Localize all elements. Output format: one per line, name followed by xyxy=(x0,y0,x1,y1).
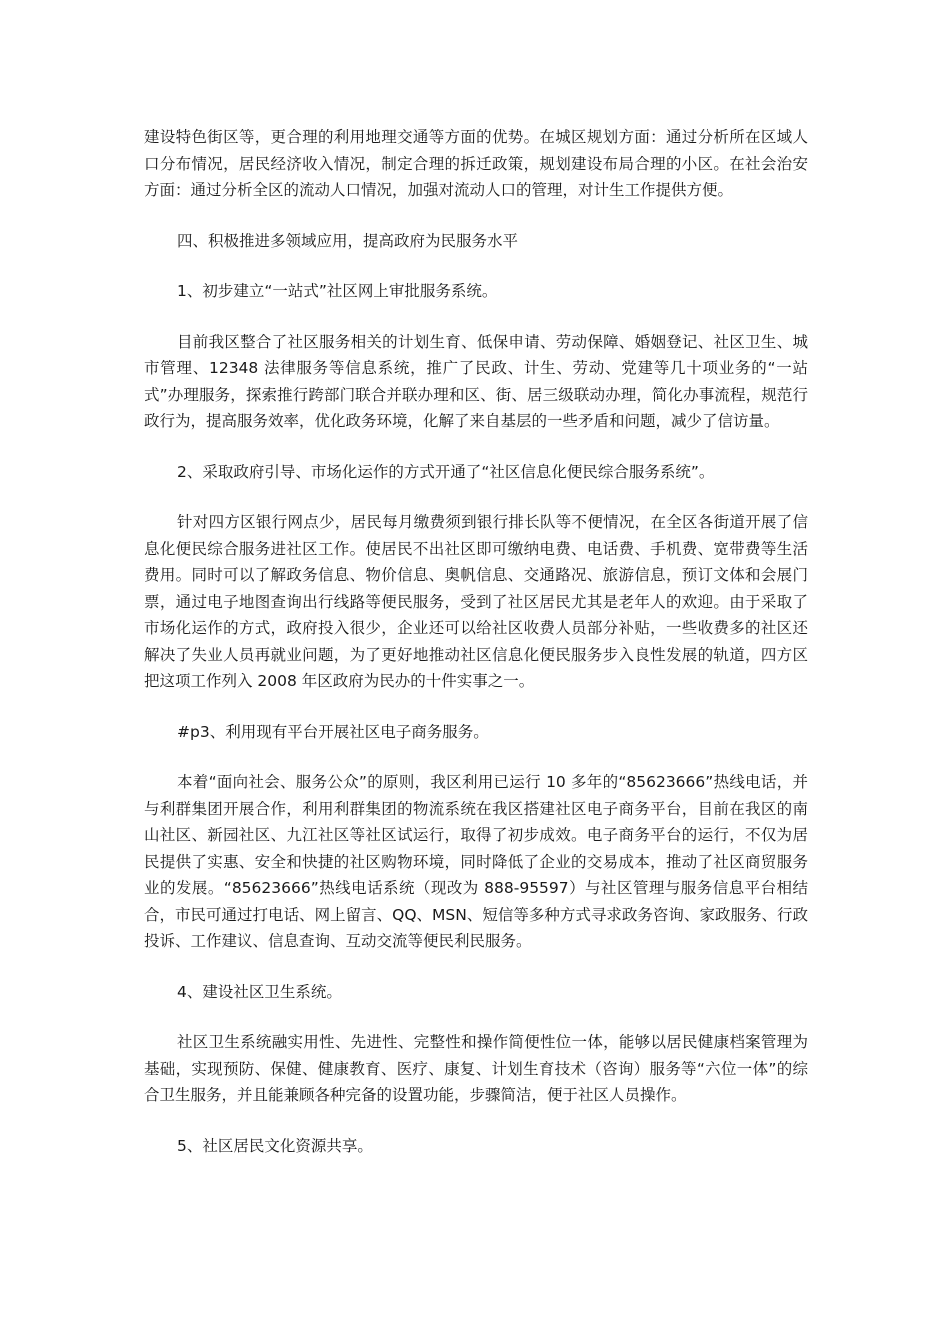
document-page xyxy=(144,124,808,1159)
paragraph-4: 社区卫生系统融实用性、先进性、完整性和操作简便性位一体，能够以居民健康档案管理为基础，实现预防、保健、健康教育、医疗、康复、计划生育技术（咨询）服务等“六位一体”的综合卫生服务，并且能兼顾各种完备的设置功能，步骤简洁，便于社区人员操作。 xyxy=(144,1033,808,1104)
spacer xyxy=(144,955,808,979)
subheading-3: #p3、利用现有平台开展社区电子商务服务。 xyxy=(177,722,489,741)
spacer xyxy=(144,1005,808,1029)
spacer xyxy=(144,485,808,509)
section-heading-4: 四、积极推进多领域应用，提高政府为民服务水平 xyxy=(177,231,519,250)
spacer xyxy=(144,435,808,459)
paragraph-1: 目前我区整合了社区服务相关的计划生育、低保申请、劳动保障、婚姻登记、社区卫生、城市管理、12348 法律服务等信息系统，推广了民政、计生、劳动、党建等几十项业务的“一站式”办理服务，探索推行跨部门联合并联办理和区、街、居三级联动办理，简化办事流程，规范行政行为，提高服务效率，优化政务环境，化解了来自基层的一些矛盾和问题，减少了信访量。 xyxy=(144,332,808,430)
paragraph-3: 本着“面向社会、服务公众”的原则，我区利用已运行 10 多年的“85623666”热线电话，并与利群集团开展合作，利用利群集团的物流系统在我区搭建社区电子商务平台，目前在我区的南山社区、新园社区、九江社区等社区试运行，取得了初步成效。电子商务平台的运行，不仅为居民提供了实惠、安全和快捷的社区购物环境，同时降低了企业的交易成本，推动了社区商贸服务业的发展。“85623666”热线电话系统（现改为 888-95597）与社区管理与服务信息平台相结合，市民可通过打电话、网上留言、QQ、MSN、短信等多种方式寻求政务咨询、家政服务、行政投诉、工作建议、信息查询、互动交流等便民利民服务。 xyxy=(144,773,808,950)
spacer xyxy=(144,695,808,719)
spacer xyxy=(144,745,808,769)
subheading-1: 1、初步建立“一站式”社区网上审批服务系统。 xyxy=(177,282,498,300)
spacer xyxy=(144,254,808,278)
spacer xyxy=(144,204,808,228)
subheading-4: 4、建设社区卫生系统。 xyxy=(177,982,342,1001)
paragraph-intro: 建设特色街区等，更合理的利用地理交通等方面的优势。在城区规划方面：通过分析所在区域人口分布情况，居民经济收入情况，制定合理的拆迁政策，规划建设布局合理的小区。在社会治安方面：通过分析全区的流动人口情况，加强对流动人口的管理，对计生工作提供方便。 xyxy=(144,128,808,199)
spacer xyxy=(144,1109,808,1133)
subheading-5: 5、社区居民文化资源共享。 xyxy=(177,1136,373,1155)
subheading-2: 2、采取政府引导、市场化运作的方式开通了“社区信息化便民综合服务系统”。 xyxy=(177,462,715,481)
paragraph-2: 针对四方区银行网点少，居民每月缴费须到银行排长队等不便情况，在全区各街道开展了信息化便民综合服务进社区工作。使居民不出社区即可缴纳电费、电话费、手机费、宽带费等生活费用。同时可以了解政务信息、物价信息、奥帆信息、交通路况、旅游信息，预订文体和会展门票，通过电子地图查询出行线路等便民服务，受到了社区居民尤其是老年人的欢迎。由于采取了市场化运作的方式，政府投入很少，企业还可以给社区收费人员部分补贴，一些收费多的社区还解决了失业人员再就业问题，为了更好地推动社区信息化便民服务步入良性发展的轨道，四方区把这项工作列入 2008 年区政府为民办的十件实事之一。 xyxy=(144,513,808,690)
spacer xyxy=(144,305,808,329)
